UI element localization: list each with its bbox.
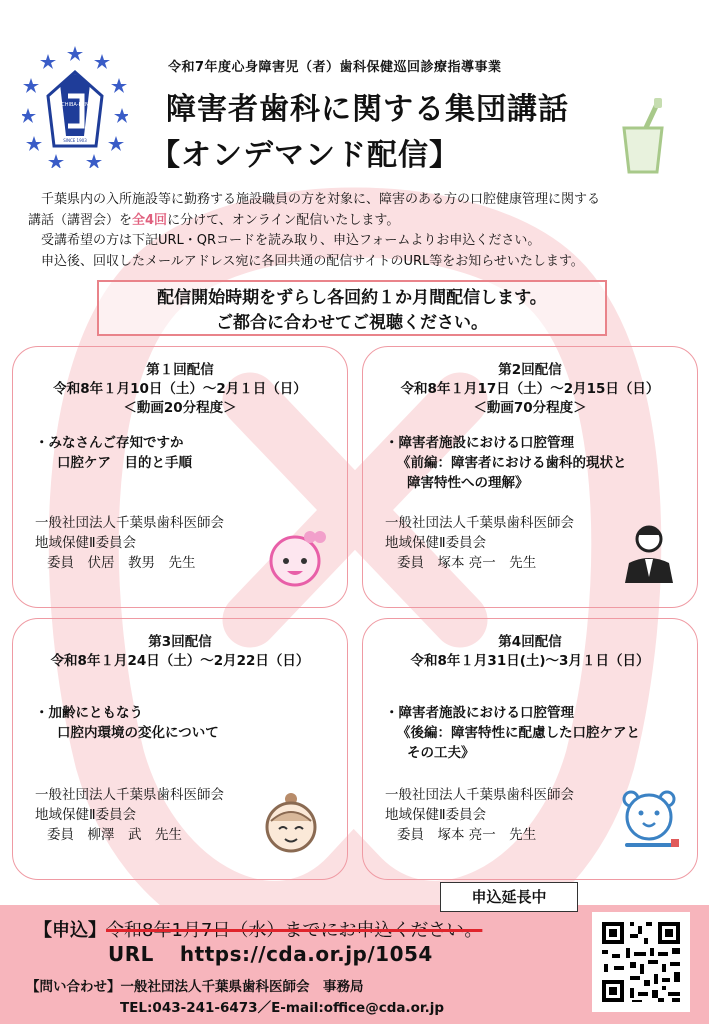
intro-line-3: 受講希望の方は下記URL・QRコードを読み取り、申込フォームよりお申込ください。	[41, 233, 541, 248]
lecturer-name: 委員 柳澤 武 先生	[47, 827, 182, 843]
session-header	[363, 361, 697, 418]
notice-line-1: 配信開始時期をずらし各回約１か月間配信します。	[157, 288, 547, 308]
lecturer-committee: 地域保健Ⅱ委員会	[35, 535, 137, 551]
lecturer-org: 一般社団法人千葉県歯科医師会	[35, 515, 224, 531]
session-card-4	[362, 618, 698, 880]
topic-line-2: 《前編：障害者における歯科的現状と	[397, 455, 627, 471]
page-title: 障害者歯科に関する集団講話	[166, 92, 569, 127]
session-topic	[385, 703, 685, 763]
session-period: 令和8年１月24日（土）～2月22日（日）	[50, 653, 310, 669]
session-lecturer	[385, 513, 574, 573]
lecturer-committee: 地域保健Ⅱ委員会	[35, 807, 137, 823]
session-header	[13, 361, 347, 418]
session-card-2	[362, 346, 698, 608]
topic-line-2: 《後編：障害特性に配慮した口腔ケアと	[397, 725, 640, 741]
session-count-highlight: 全4回	[132, 212, 168, 228]
intro-line-2-pre: 講話（講習会）を	[28, 212, 133, 228]
program-subtitle: 令和7年度心身障害児（者）歯科保健巡回診療指導事業	[168, 60, 502, 75]
topic-line-1: ・障害者施設における口腔管理	[385, 435, 574, 451]
toothbrush-cup-icon	[618, 98, 668, 174]
topic-line-3: 障害特性への理解》	[407, 475, 529, 491]
girl-face-icon	[263, 527, 327, 591]
lecturer-name: 委員 塚本 亮一 先生	[397, 827, 537, 843]
apply-label: 【申込】	[34, 920, 106, 941]
topic-line-2: 口腔ケア 目的と手順	[57, 455, 192, 471]
session-period: 令和8年１月10日（土）～2月１日（日）	[53, 381, 307, 397]
apply-deadline	[34, 916, 482, 942]
topic-line-1: ・加齢にともなう	[35, 705, 143, 721]
extension-badge: 申込延長中	[440, 882, 578, 912]
session-card-1	[12, 346, 348, 608]
notice-line-2: ご都合に合わせてご視聴ください。	[216, 313, 488, 333]
lecturer-name: 委員 塚本 亮一 先生	[397, 555, 537, 571]
lecturer-committee: 地域保健Ⅱ委員会	[385, 535, 487, 551]
apply-url-link[interactable]: https://cda.or.jp/1054	[179, 942, 433, 966]
session-lecturer	[385, 785, 574, 845]
session-number: 第１回配信	[146, 362, 214, 378]
session-topic	[385, 433, 685, 493]
tel-email[interactable]: TEL:043-241-6473／E-mail:office@cda.or.jp	[120, 1000, 445, 1016]
association-logo	[22, 44, 128, 168]
distribution-notice-box	[97, 280, 607, 336]
contact-info: 【問い合わせ】一般社団法人千葉県歯科医師会 事務局	[26, 979, 364, 995]
intro-line-1: 千葉県内の入所施設等に勤務する施設職員の方を対象に、障害のある方の口腔健康管理に関する	[41, 192, 601, 207]
topic-line-1: ・障害者施設における口腔管理	[385, 705, 574, 721]
lecturer-org: 一般社団法人千葉県歯科医師会	[35, 787, 224, 803]
lecturer-name: 委員 伏居 教男 先生	[47, 555, 196, 571]
bear-toothbrush-icon	[617, 787, 681, 851]
session-header	[363, 633, 697, 671]
topic-line-1: ・みなさんご存知ですか	[35, 435, 184, 451]
session-period: 令和8年１月31日(土)～3月１日（日）	[410, 653, 650, 669]
apply-url-row	[108, 942, 433, 966]
topic-line-2: 口腔内環境の変化について	[57, 725, 219, 741]
elderly-face-icon	[259, 791, 323, 855]
session-lecturer	[35, 513, 224, 573]
session-card-3	[12, 618, 348, 880]
session-lecturer	[35, 785, 224, 845]
svg-text:CHIBA-KEN: CHIBA-KEN	[61, 102, 89, 108]
page-title-sub: 【オンデマンド配信】	[150, 138, 460, 173]
session-duration: ＜動画70分程度＞	[473, 400, 587, 416]
intro-line-4: 申込後、回収したメールアドレス宛に各回共通の配信サイトのURL等をお知らせいたします。	[41, 253, 584, 269]
svg-text:SINCE 1903: SINCE 1903	[63, 138, 87, 143]
intro-line-2	[28, 211, 688, 232]
qr-code-icon[interactable]	[592, 912, 690, 1012]
intro-line-2-post: に分けて、オンライン配信いたします。	[167, 212, 400, 228]
lecturer-org: 一般社団法人千葉県歯科医師会	[385, 515, 574, 531]
session-header	[13, 633, 347, 671]
lecturer-committee: 地域保健Ⅱ委員会	[385, 807, 487, 823]
apply-deadline-struck: 令和8年1月7日（水）までにお申込ください。	[106, 920, 483, 941]
session-topic	[35, 703, 335, 743]
intro-text	[28, 190, 688, 272]
session-topic	[35, 433, 335, 473]
businessman-icon	[617, 519, 681, 583]
session-duration: ＜動画20分程度＞	[123, 400, 237, 416]
url-label: URL	[108, 942, 154, 966]
session-number: 第4回配信	[498, 634, 562, 650]
lecturer-org: 一般社団法人千葉県歯科医師会	[385, 787, 574, 803]
session-number: 第2回配信	[498, 362, 562, 378]
topic-line-3: その工夫》	[407, 745, 475, 761]
session-number: 第3回配信	[148, 634, 212, 650]
session-period: 令和8年１月17日（土）～2月15日（日）	[400, 381, 660, 397]
